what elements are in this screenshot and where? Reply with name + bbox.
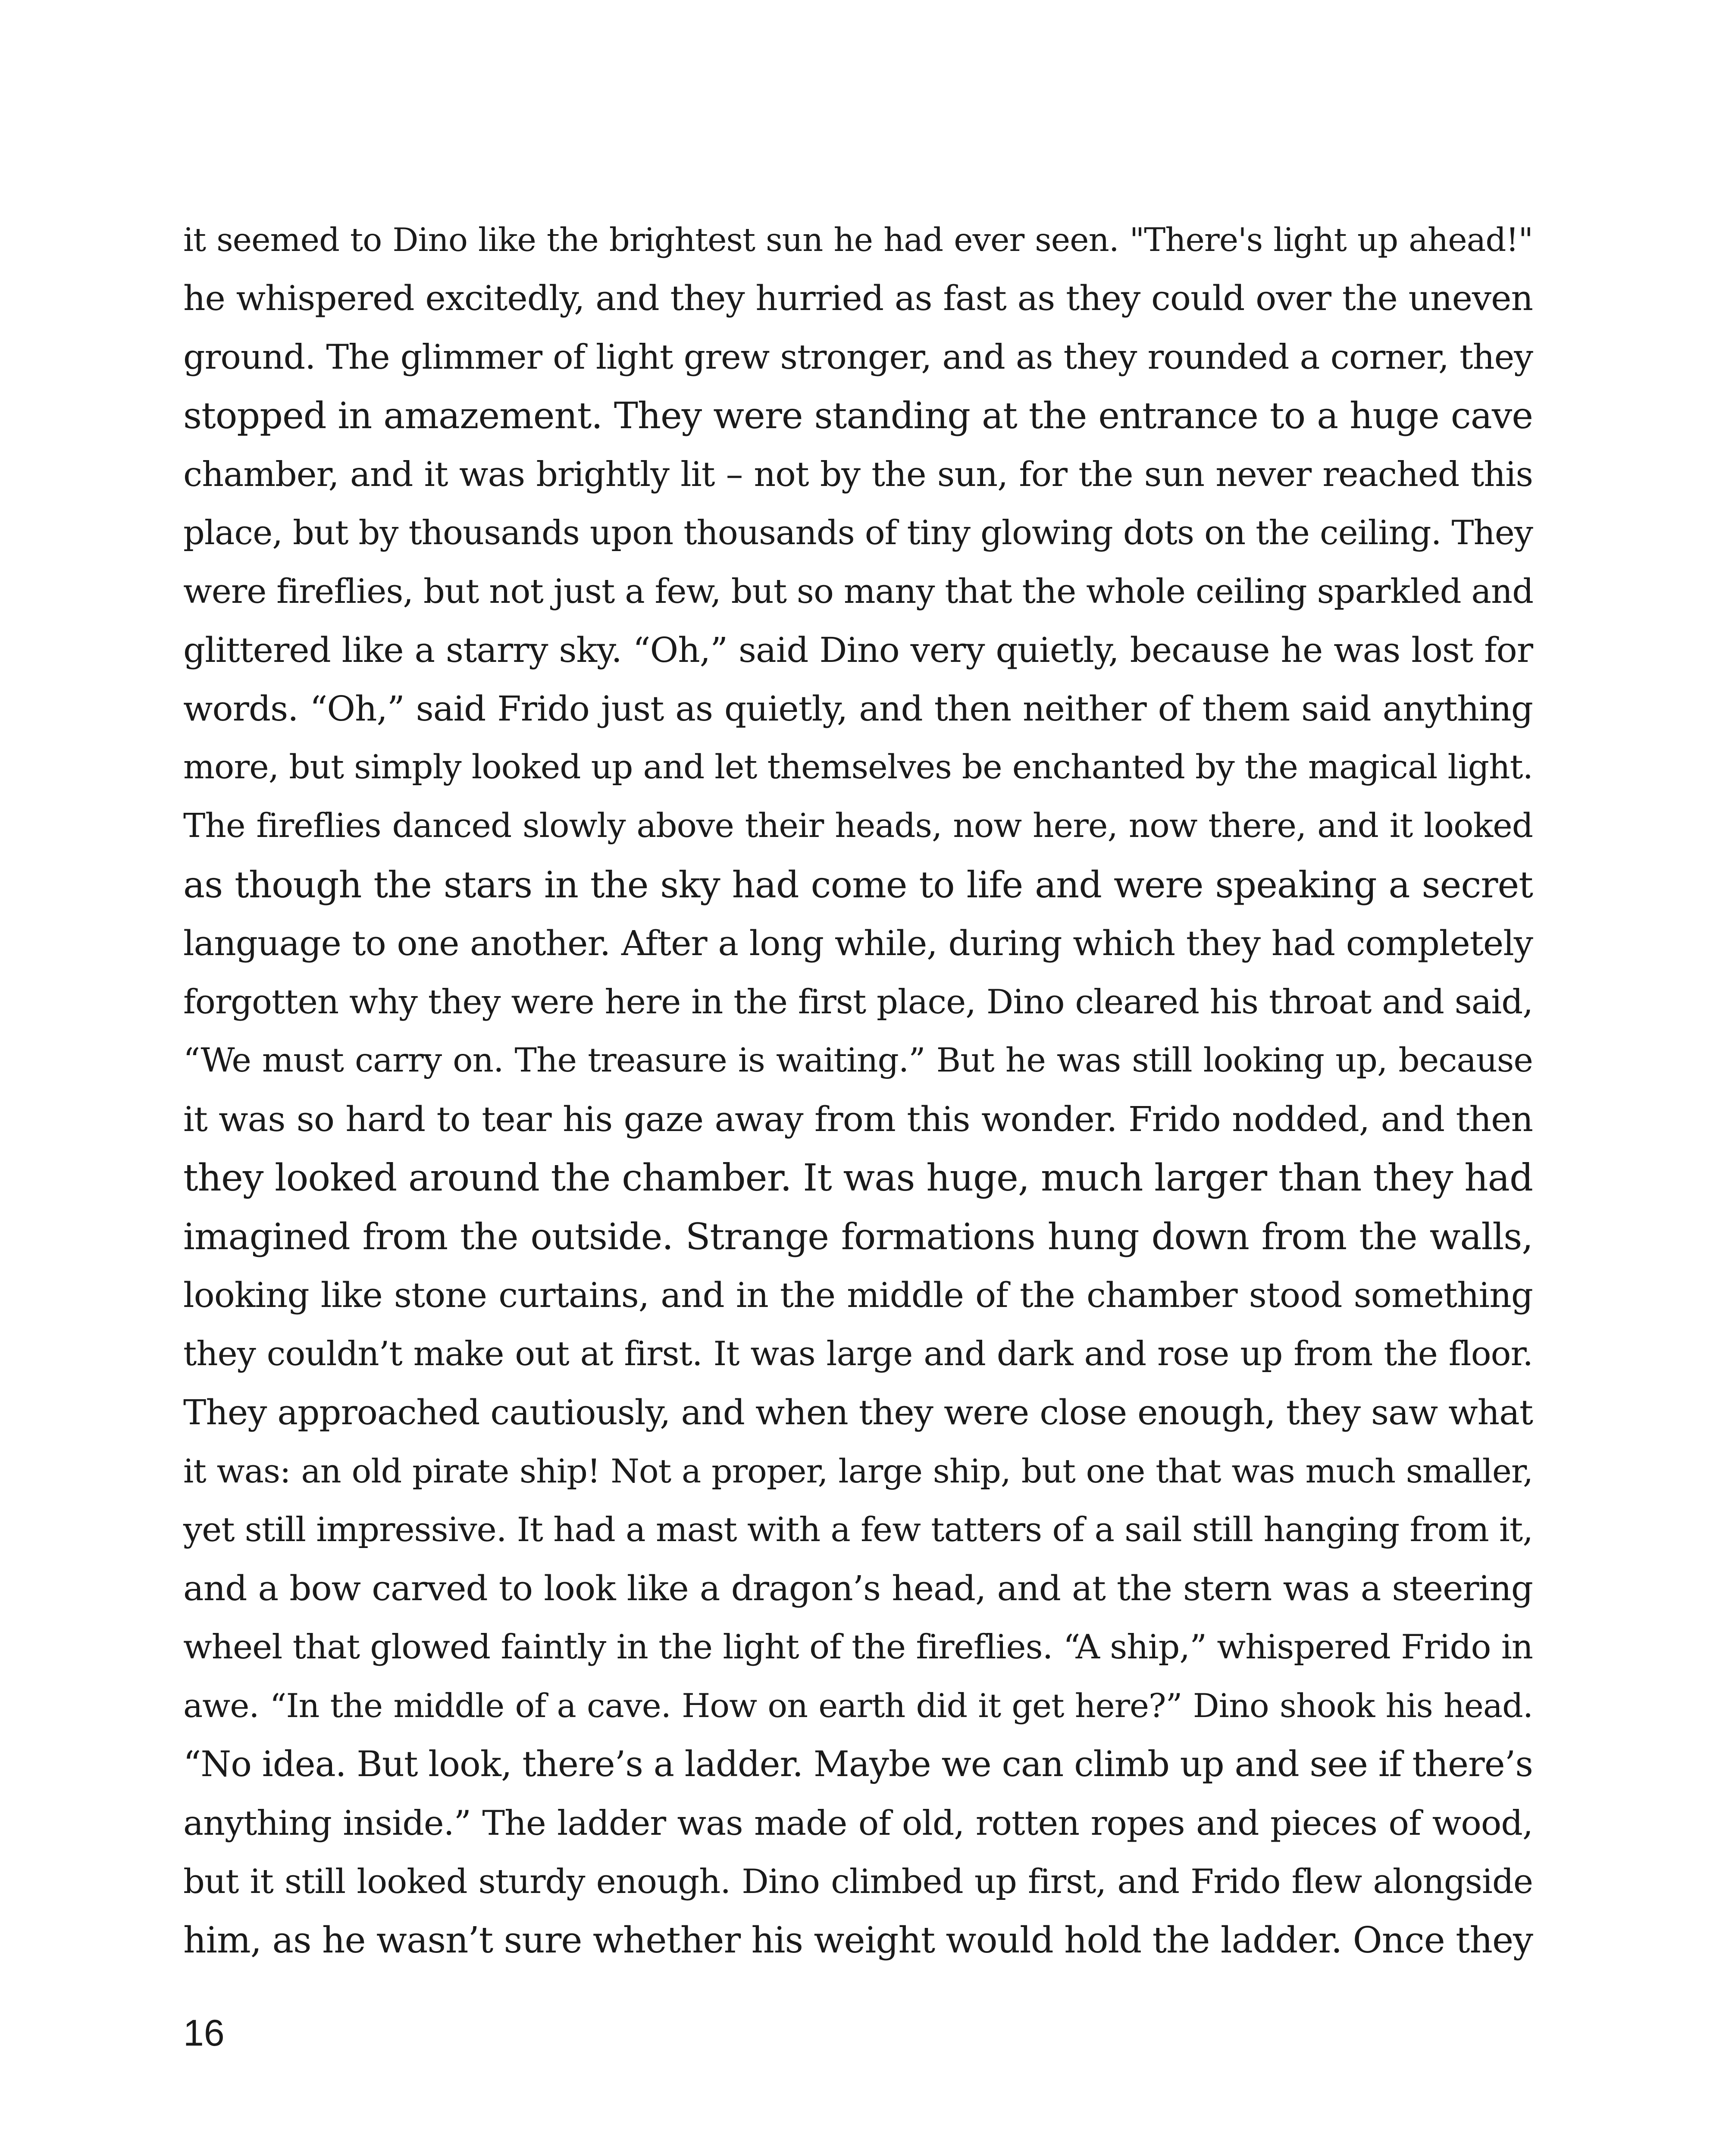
text-line: words. “Oh,” said Frido just as quietly, and then neither of them said anything bbox=[183, 689, 1533, 729]
text-line: and a bow carved to look like a dragon’s head, and at the stern was a steering bbox=[183, 1568, 1533, 1608]
text-line: they couldn’t make out at first. It was large and dark and rose up from the floor. bbox=[183, 1335, 1533, 1373]
text-line: place, but by thousands upon thousands of tiny glowing dots on the ceiling. They bbox=[183, 514, 1533, 552]
text-line: forgotten why they were here in the first place, Dino cleared his throat and said, bbox=[183, 983, 1533, 1022]
page-number: 16 bbox=[183, 2012, 225, 2054]
text-line: more, but simply looked up and let themselves be enchanted by the magical light. bbox=[183, 748, 1533, 787]
text-line: “No idea. But look, there’s a ladder. Maybe we can climb up and see if there’s bbox=[183, 1744, 1533, 1785]
text-line: imagined from the outside. Strange formations hung down from the walls, bbox=[183, 1216, 1533, 1258]
text-line: it was so hard to tear his gaze away from this wonder. Frido nodded, and then bbox=[183, 1099, 1533, 1139]
text-line: he whispered excitedly, and they hurried as fast as they could over the uneven bbox=[183, 278, 1533, 318]
text-line: awe. “In the middle of a cave. How on earth did it get here?” Dino shook his head. bbox=[183, 1686, 1533, 1725]
text-line: chamber, and it was brightly lit – not by the sun, for the sun never reached this bbox=[183, 454, 1533, 494]
text-line: wheel that glowed faintly in the light of the fireflies. “A ship,” whispered Frido in bbox=[183, 1628, 1533, 1667]
text-line: glittered like a starry sky. “Oh,” said Dino very quietly, because he was lost for bbox=[183, 630, 1533, 670]
text-line: him, as he wasn’t sure whether his weight would hold the ladder. Once they bbox=[183, 1919, 1533, 1961]
text-line: were fireflies, but not just a few, but so many that the whole ceiling sparkled and bbox=[183, 572, 1534, 611]
text-line: “We must carry on. The treasure is waiting.” But he was still looking up, because bbox=[183, 1041, 1533, 1080]
text-line: but it still looked sturdy enough. Dino climbed up first, and Frido flew alongside bbox=[183, 1862, 1533, 1901]
text-line: yet still impressive. It had a mast with a few tatters of a sail still hanging from it, bbox=[183, 1510, 1533, 1549]
text-line: The fireflies danced slowly above their heads, now here, now there, and it looked bbox=[183, 807, 1533, 845]
text-line: they looked around the chamber. It was huge, much larger than they had bbox=[183, 1156, 1533, 1200]
text-line: looking like stone curtains, and in the middle of the chamber stood something bbox=[183, 1275, 1533, 1315]
text-line: stopped in amazement. They were standing at the entrance to a huge cave bbox=[183, 395, 1533, 437]
text-line: ground. The glimmer of light grew stronger, and as they rounded a corner, they bbox=[183, 337, 1533, 377]
text-line: as though the stars in the sky had come to life and were speaking a secret bbox=[183, 864, 1533, 906]
text-line: language to one another. After a long while, during which they had completely bbox=[183, 923, 1533, 963]
body-text bbox=[183, 210, 1533, 1970]
text-line: They approached cautiously, and when they were close enough, they saw what bbox=[183, 1392, 1533, 1432]
text-line: anything inside.” The ladder was made of old, rotten ropes and pieces of wood, bbox=[183, 1803, 1533, 1843]
text-line: it was: an old pirate ship! Not a proper, large ship, but one that was much smaller, bbox=[183, 1452, 1533, 1490]
text-line: it seemed to Dino like the brightest sun he had ever seen. "There's light up ahead!" bbox=[183, 221, 1533, 259]
